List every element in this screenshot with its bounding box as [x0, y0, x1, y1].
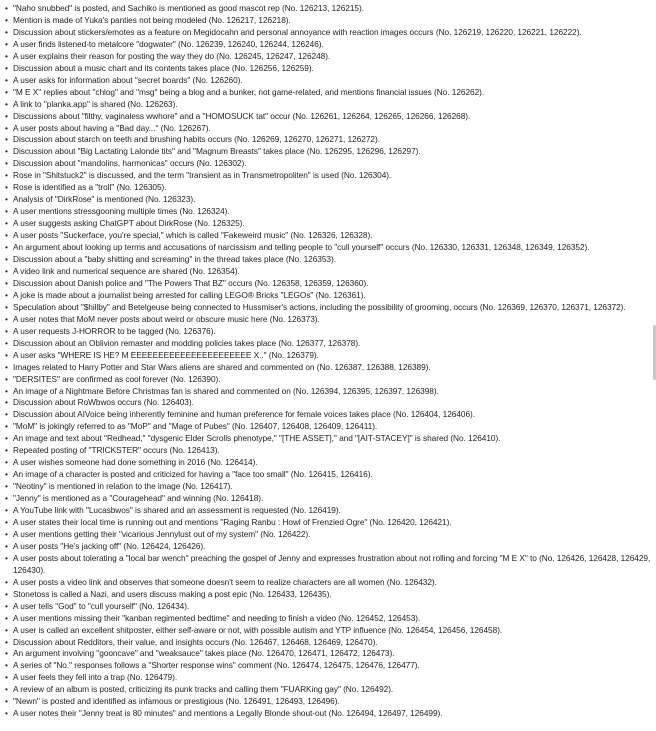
summary-item: • Rose in "Shitstuck2" is discussed, and the term "transient as in Transmetropoliten" is used (No. 126304).: [4, 170, 652, 182]
summary-item: • "Jenny" is mentioned as a "Couragehead" and winning (No. 126418).: [4, 493, 652, 505]
summary-item: • A user posts a video link and observes that someone doesn't seem to realize characters are all women (No. 126432).: [4, 577, 652, 589]
summary-item: • A user is called an excellent shitposter, either self-aware or not, with possible autism and YTP influence (No. 126454, 126456, 126458).: [4, 625, 652, 637]
summary-item: • A review of an album is posted, criticizing its punk tracks and calling them "FUARKing gay" (No. 126492).: [4, 684, 652, 696]
summary-item: • Repeated posting of "TRICKSTER" occurs (No. 126413).: [4, 445, 652, 457]
summary-item: • A user requests J-HORROR to be tagged (No. 126376).: [4, 326, 652, 338]
summary-item: • A YouTube link with "Lucasbwos" is shared and an assessment is requested (No. 126419).: [4, 505, 652, 517]
summary-item: • Discussion about RoWbwos occurs (No. 126403).: [4, 397, 652, 409]
summary-item: • "Naho snubbed" is posted, and Sachiko is mentioned as good mascot rep (No. 126213, 126215).: [4, 3, 652, 15]
summary-item: • A user mentions getting their "vicarious Jennylust out of my system" (No. 126422).: [4, 529, 652, 541]
summary-item: • A series of "No." responses follows a "Shorter response wins" comment (No. 126474, 126475, 126476, 126477).: [4, 660, 652, 672]
summary-item: • A user mentions missing their "kanban regimented bedtime" and needing to finish a video (No. 126452, 126453).: [4, 613, 652, 625]
summary-item: • An argument involving "gooncave" and "weaksauce" takes place (No. 126470, 126471, 126472, 126473).: [4, 648, 652, 660]
summary-item: • A user feels they fell into a trap (No. 126479).: [4, 672, 652, 684]
summary-item: • A user suggests asking ChatGPT about DirkRose (No. 126325).: [4, 218, 652, 230]
summary-item: • An image and text about "Redhead," "dysgenic Elder Scrolls phenotype," "[THE ASSET]," and "[AIT-STACEY]" is shared (No. 126410).: [4, 433, 652, 445]
summary-item: • An argument about looking up terms and accusations of narcissism and telling people to "cull yourself" occurs (No. 126330, 126331, 126348, 126349, 126352).: [4, 242, 652, 254]
summary-item: • Discussion about AIVoice being inherently feminine and human preference for female voices takes place (No. 126404, 126406).: [4, 409, 652, 421]
summary-item: • A user notes that MoM never posts about weird or obscure music here (No. 126373).: [4, 314, 652, 326]
summary-item: • A user posts "He's jacking off" (No. 126424, 126426).: [4, 541, 652, 553]
summary-item: • A user asks for information about "secret boards" (No. 126260).: [4, 75, 652, 87]
summary-item: • Images related to Harry Potter and Star Wars aliens are shared and commented on (No. 126387, 126388, 126389).: [4, 362, 652, 374]
summary-item: • A user posts about tolerating a "local bar wench" preaching the gospel of Jenny and expresses frustration about not rolling and forcing "M E X" to (No. 126426, 126428, 126429, 126430).: [4, 553, 652, 577]
summary-item: • Discussion about Danish police and "The Powers That BZ" occurs (No. 126358, 126359, 126360).: [4, 278, 652, 290]
summary-item: • A user wishes someone had done something in 2016 (No. 126414).: [4, 457, 652, 469]
summary-item: • "Neotiny" is mentioned in relation to the image (No. 126417).: [4, 481, 652, 493]
summary-item: • "MoM" is jokingly referred to as "MoP" and "Mage of Pubes" (No. 126407, 126408, 126409, 126411).: [4, 421, 652, 433]
summary-item: • Discussion about stickers/emotes as a feature on Megidocahn and personal annoyance with reaction images occurs (No. 126219, 126220, 126221, 126222).: [4, 27, 652, 39]
summary-item: • An image of a character is posted and criticized for having a "face too small" (No. 126415, 126416).: [4, 469, 652, 481]
summary-item: • Discussion about "Big Lactating Lalonde tits" and "Magnum Breasts" takes place (No. 126295, 126296, 126297).: [4, 146, 652, 158]
summary-item: • A user posts about having a "Bad day..." (No. 126267).: [4, 123, 652, 135]
summary-item: • A user asks "WHERE IS HE? M EEEEEEEEEEEEEEEEEEEEEE X.." (No. 126379).: [4, 350, 652, 362]
summary-item: • Analysis of "DirkRose" is mentioned (No. 126323).: [4, 194, 652, 206]
summary-item: • A user states their local time is running out and mentions "Raging Ranbu : Howl of Frenzied Ogre" (No. 126420, 126421).: [4, 517, 652, 529]
summary-item: • Mention is made of Yuka's panties not being modeled (No. 126217, 126218).: [4, 15, 652, 27]
summary-item: • Discussion about Redditors, their value, and insights occurs (No. 126467, 126468, 126469, 126470).: [4, 637, 652, 649]
summary-item: • A user finds listened-to metalcore "dogwater" (No. 126239, 126240, 126244, 126246).: [4, 39, 652, 51]
summary-item: • "M E X" replies about "chlog" and "msg" being a blog and a bunker, not game-related, and mentions financial issues (No. 126262).: [4, 87, 652, 99]
summary-item: • Stonetoss is called a Nazi, and users discuss making a post epic (No. 126433, 126435).: [4, 589, 652, 601]
summary-item: • Discussion about a music chart and its contents takes place (No. 126256, 126259).: [4, 63, 652, 75]
summary-item: • A joke is made about a journalist being arrested for calling LEGO® Bricks "LEGOs" (No. 126361).: [4, 290, 652, 302]
summary-item: • Discussion about "mandolins, harmonicas" occurs (No. 126302).: [4, 158, 652, 170]
summary-item: • A user explains their reason for posting the way they do (No. 126245, 126247, 126248).: [4, 51, 652, 63]
summary-item: • A user notes their "Jenny treat is 80 minutes" and mentions a Legally Blonde shout-out (No. 126494, 126497, 126499).: [4, 708, 652, 720]
summary-item: • Discussion about starch on teeth and brushing habits occurs (No. 126269, 126270, 126271, 126272).: [4, 134, 652, 146]
summary-item: • Discussion about an Oblivion remaster and modding policies takes place (No. 126377, 126378).: [4, 338, 652, 350]
summary-item: • A user mentions stressgooning multiple times (No. 126324).: [4, 206, 652, 218]
summary-item: • An image of a Nightmare Before Christmas fan is shared and commented on (No. 126394, 126395, 126397, 126398).: [4, 386, 652, 398]
summary-item: • Discussion about a "baby shitting and screaming" in the thread takes place (No. 126353).: [4, 254, 652, 266]
summary-item: • Speculation about "$hillby" and Betelgeuse being connected to Hussmiser's actions, including the possibility of grooming, occurs (No. 126369, 126370, 126371, 126372).: [4, 302, 652, 314]
summary-item: • A link to "planka.app" is shared (No. 126263).: [4, 99, 652, 111]
summary-item: • "Newn" is posted and identified as infamous or prestigious (No. 126491, 126493, 126496).: [4, 696, 652, 708]
summary-item: • A user posts "Suckerface, you're special," which is called "Fakeweird music" (No. 126326, 126328).: [4, 230, 652, 242]
summary-item: • A user tells "God" to "cull yourself" (No. 126434).: [4, 601, 652, 613]
summary-item: • "DERSITES" are confirmed as cool forever (No. 126390).: [4, 374, 652, 386]
summary-item: • A video link and numerical sequence are shared (No. 126354).: [4, 266, 652, 278]
summary-item: • Discussions about "filthy, vaginaless wwhore" and a "HOMOSUCK tat" occur (No. 126261, 126264, 126265, 126266, 126268).: [4, 111, 652, 123]
summary-item: • Rose is identified as a "troll" (No. 126305).: [4, 182, 652, 194]
